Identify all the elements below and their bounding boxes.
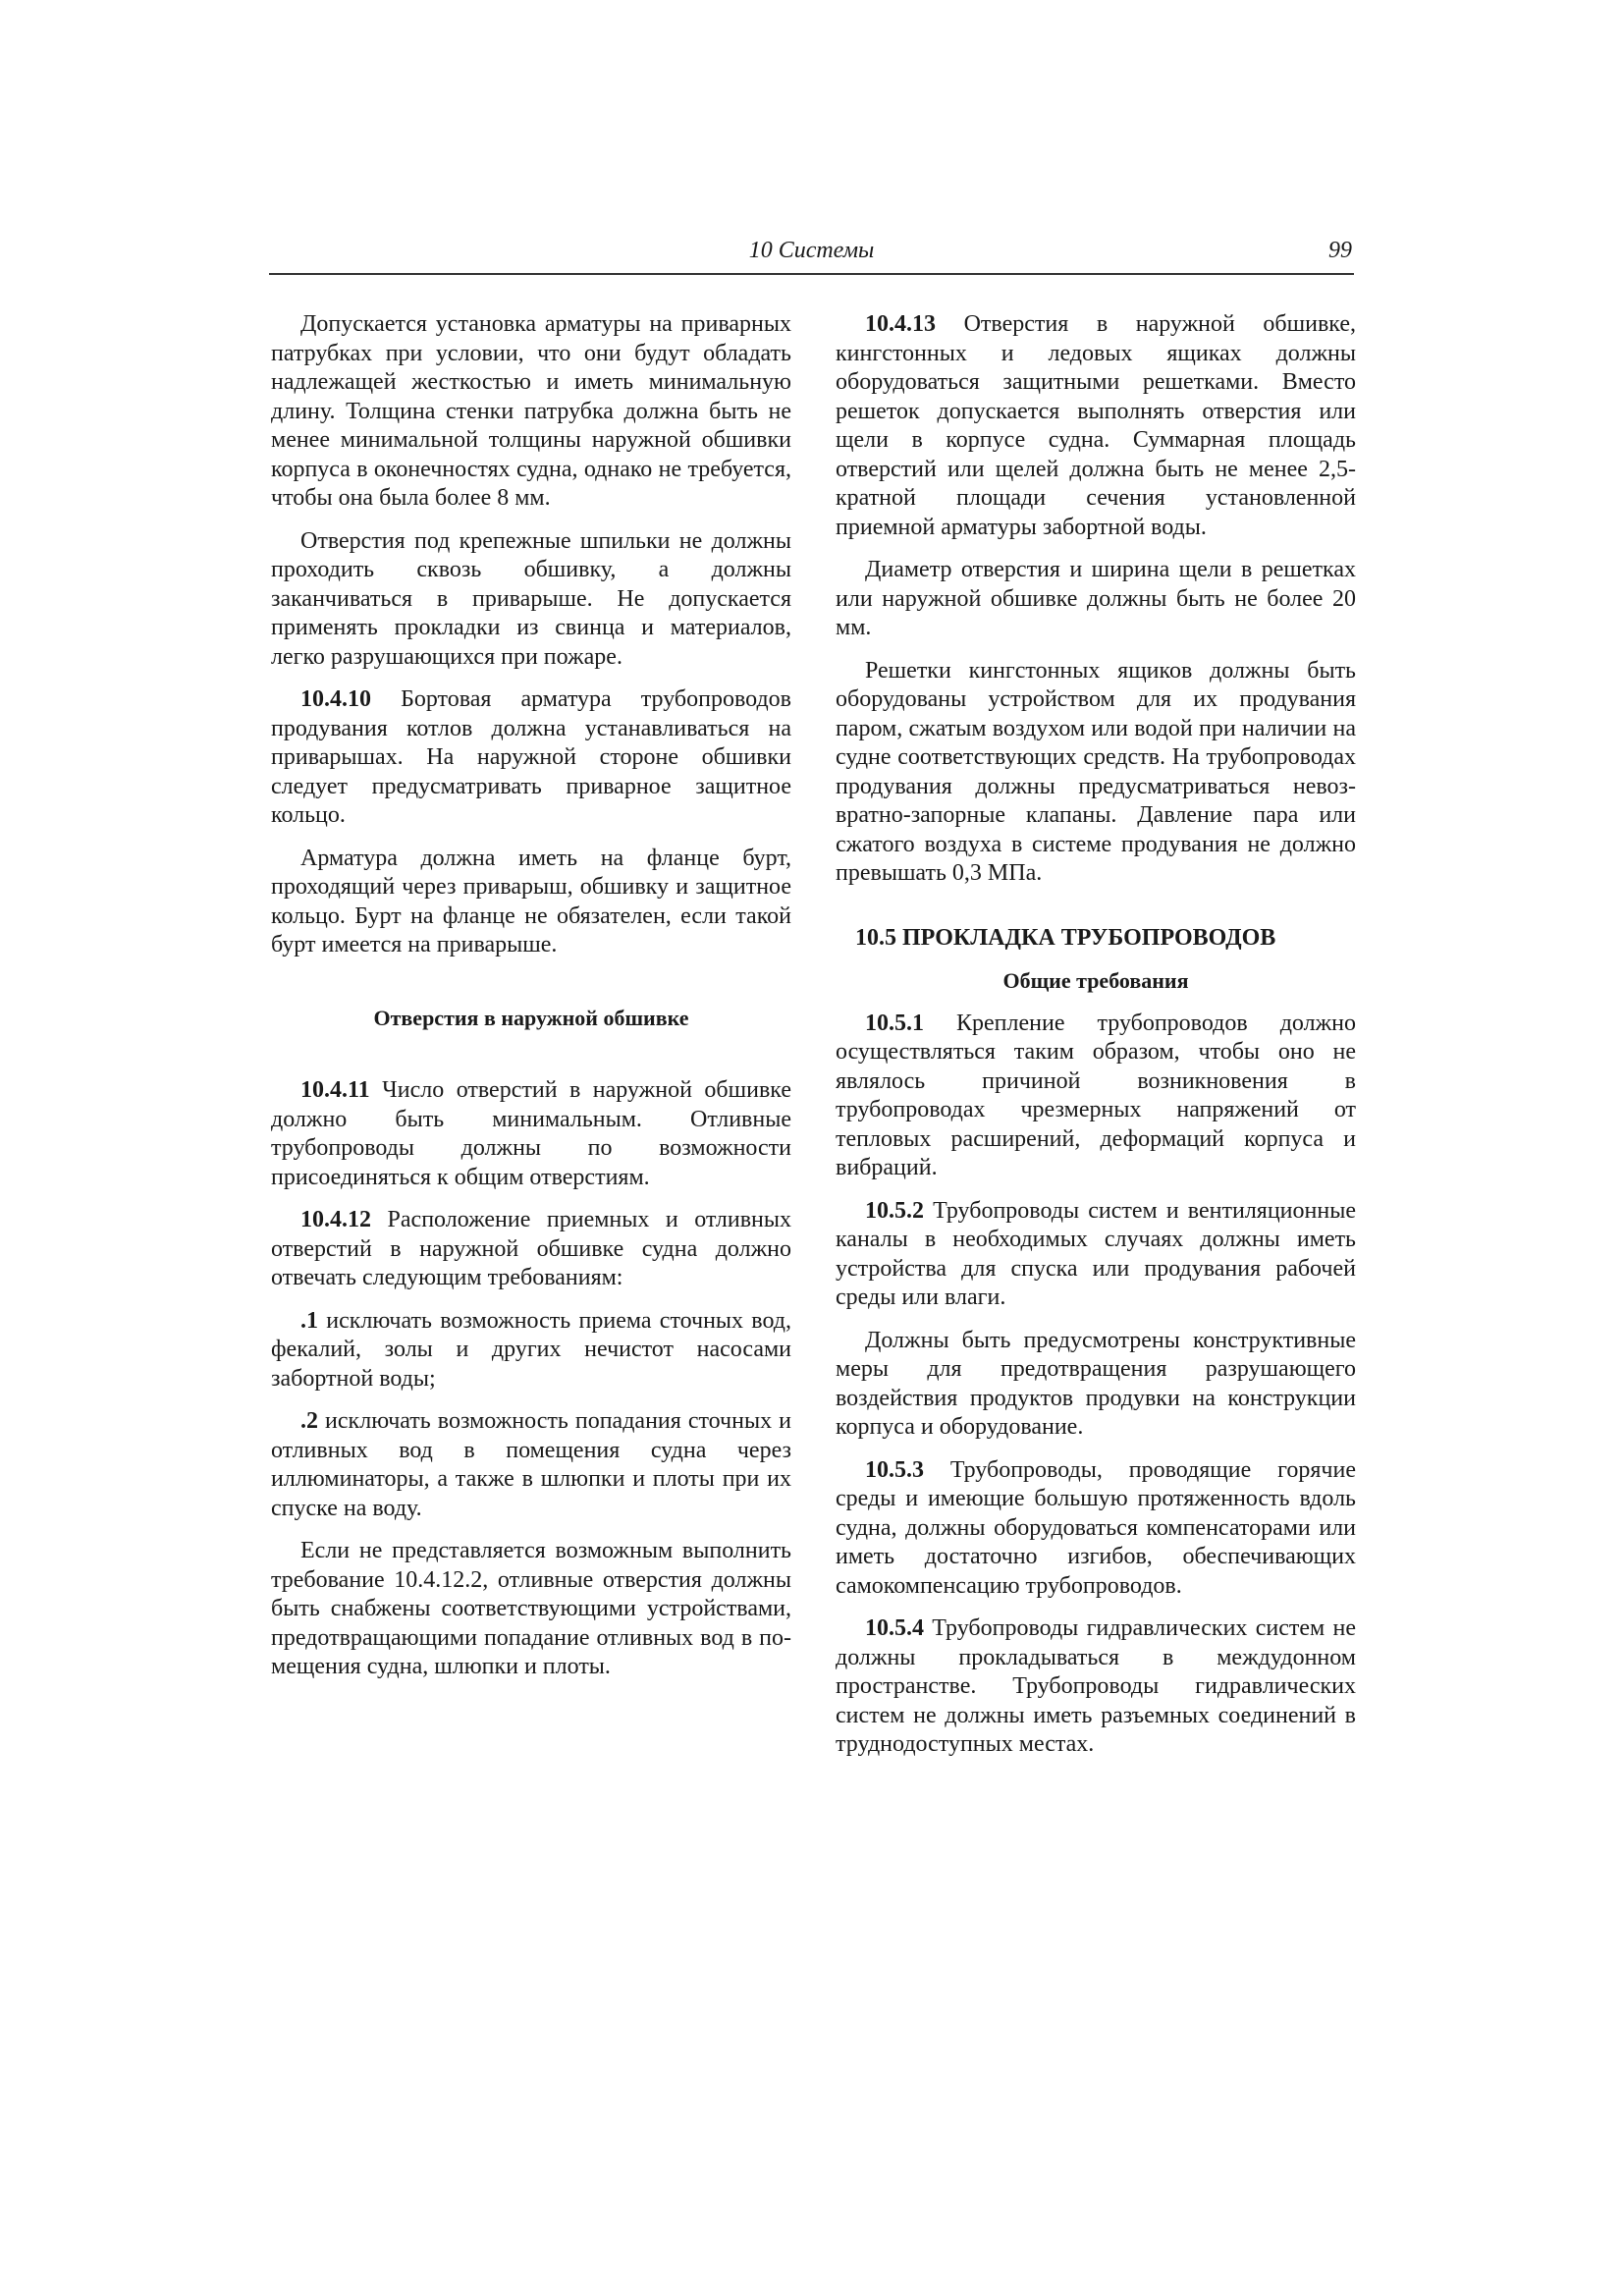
- paragraph: Должны быть предусмотрены конструктивные меры для предотвращения разрушающего воздействия продуктов продувки на конструкции корпуса и оборудование.: [836, 1327, 1356, 1440]
- list-item: [271, 1307, 791, 1394]
- clause-number: 10.5.4: [865, 1615, 924, 1641]
- clause-10-5-1: [836, 1010, 1356, 1183]
- paragraph: Арматура должна иметь на фланце бурт, проходящий через приварыш, обшивку и защитное кольцо. Бурт на фланце не обязателен, если такой бурт имеется на приварыше.: [271, 845, 791, 957]
- clause-text: Отверстия в наружной обшивке, кингстонных и ледовых ящиках должны оборудоваться защитными решетками. Вместо решеток допускается выполнять отверстия или щели в корпусе судна. Суммарная площадь отверстий или щелей должна быть не менее 2,5-кратной площади сечения установленной приемной арматуры забортной воды.: [836, 311, 1356, 540]
- clause-10-5-3: [836, 1456, 1356, 1602]
- paragraph: Отверстия под крепежные шпильки не должны проходить сквозь обшивку, а должны заканчиваться в приварыше. Не допускается применять прокладки из свинца и материалов, легко разрушающихся при пожаре.: [271, 527, 791, 670]
- clause-number: 10.4.12: [300, 1207, 371, 1232]
- clause-number: 10.5.2: [865, 1197, 924, 1224]
- page-header: [269, 238, 1354, 275]
- item-text: исключать возможность приема сточных вод, фекалий, золы и других нечистот насосами забортной воды;: [271, 1307, 791, 1392]
- clause-text: Трубопроводы систем и вентиляционные каналы в необходимых случаях должны иметь устройства для спуска или продувания рабочей среды или влаги.: [836, 1197, 1356, 1310]
- clause-text: Число отверстий в наружной обшивке должно быть минимальным. Отливные трубопроводы должны по возможности присоединяться к общим отверстиям.: [271, 1077, 791, 1190]
- clause-text: Крепление трубопроводов должно осуществляться таким образом, чтобы оно не являлось причиной возникновения в трубопроводах чрезмерных напряжений от тепловых расширений, деформаций корпуса и вибраций.: [836, 1010, 1356, 1180]
- section-heading: 10.5 ПРОКЛАДКА ТРУБОПРОВОДОВ: [855, 924, 1276, 951]
- clause-10-4-10: [271, 685, 791, 831]
- clause-10-4-11: [271, 1076, 791, 1192]
- item-text: исключать возможность попадания сточных и отливных вод в помещения судна через иллюминаторы, а также в шлюпки и плоты при их спуске на воду.: [271, 1408, 791, 1521]
- clause-10-5-4: [836, 1614, 1356, 1760]
- page-number: 99: [1328, 238, 1352, 263]
- paragraph: Решетки кингстонных ящиков должны быть оборудованы устройством для их продувания паром, сжатым воздухом или водой при наличии на судне соответствующих средств. На трубопроводах продувания должны предусматриваться невозвратно-запорные клапаны. Давление пара или сжатого воздуха в системе продувания не должно превышать 0,3 МПа.: [836, 657, 1356, 886]
- paragraph: Если не представляется возможным выполнить требование 10.4.12.2, отливные отверстия должны быть снабжены соответствующими устройствами, предотвращающими попадание отливных вод в помещения судна, шлюпки и плоты.: [271, 1538, 791, 1679]
- running-title: 10 Системы: [748, 238, 875, 263]
- clause-text: Трубопроводы гидравлических систем не должны прокладываться в междудонном пространстве. Трубопроводы гидравлических систем не должны иметь разъемных соединений в труднодоступных местах.: [836, 1615, 1356, 1757]
- clause-number: 10.4.10: [300, 686, 371, 712]
- clause-10-5-2: [836, 1197, 1356, 1313]
- clause-10-4-13: [836, 310, 1356, 542]
- right-column: [836, 310, 1356, 1774]
- subheading: Отверстия в наружной обшивке: [373, 1005, 689, 1030]
- clause-text: Трубопроводы, проводящие горячие среды и имеющие большую протяженность вдоль судна, должны оборудоваться компенсаторами или иметь достаточно изгибов, обеспечивающих самокомпенсацию трубопроводов.: [836, 1456, 1356, 1599]
- left-column: [271, 310, 791, 1696]
- clause-text: Бортовая арматура трубопроводов продувания котлов должна устанавливаться на приварышах. На наружной стороне обшивки следует предусматривать приварное защитное кольцо.: [271, 686, 791, 828]
- clause-text: Расположение приемных и отливных отверстий в наружной обшивке судна должно отвечать следующим требованиям:: [271, 1207, 791, 1290]
- clause-10-4-12: [271, 1206, 791, 1293]
- clause-number: 10.4.11: [300, 1077, 370, 1103]
- clause-number: 10.5.1: [865, 1010, 924, 1036]
- clause-number: 10.4.13: [865, 311, 936, 337]
- item-number: .2: [300, 1408, 318, 1434]
- paragraph: Диаметр отверстия и ширина щели в решетках или наружной обшивке должны быть не более 20 мм.: [836, 557, 1356, 640]
- item-number: .1: [300, 1307, 318, 1334]
- clause-number: 10.5.3: [865, 1456, 924, 1483]
- paragraph: Допускается установка арматуры на приварных патрубках при условии, что они будут обладать надлежащей жесткостью и иметь минимальную длину. Толщина стенки патрубка должна быть не менее минимальной толщины наружной обшивки корпуса в оконечностях судна, однако не требуется, чтобы она была более 8 мм.: [271, 311, 791, 511]
- list-item: [271, 1407, 791, 1523]
- subheading: Общие требования: [1002, 968, 1189, 993]
